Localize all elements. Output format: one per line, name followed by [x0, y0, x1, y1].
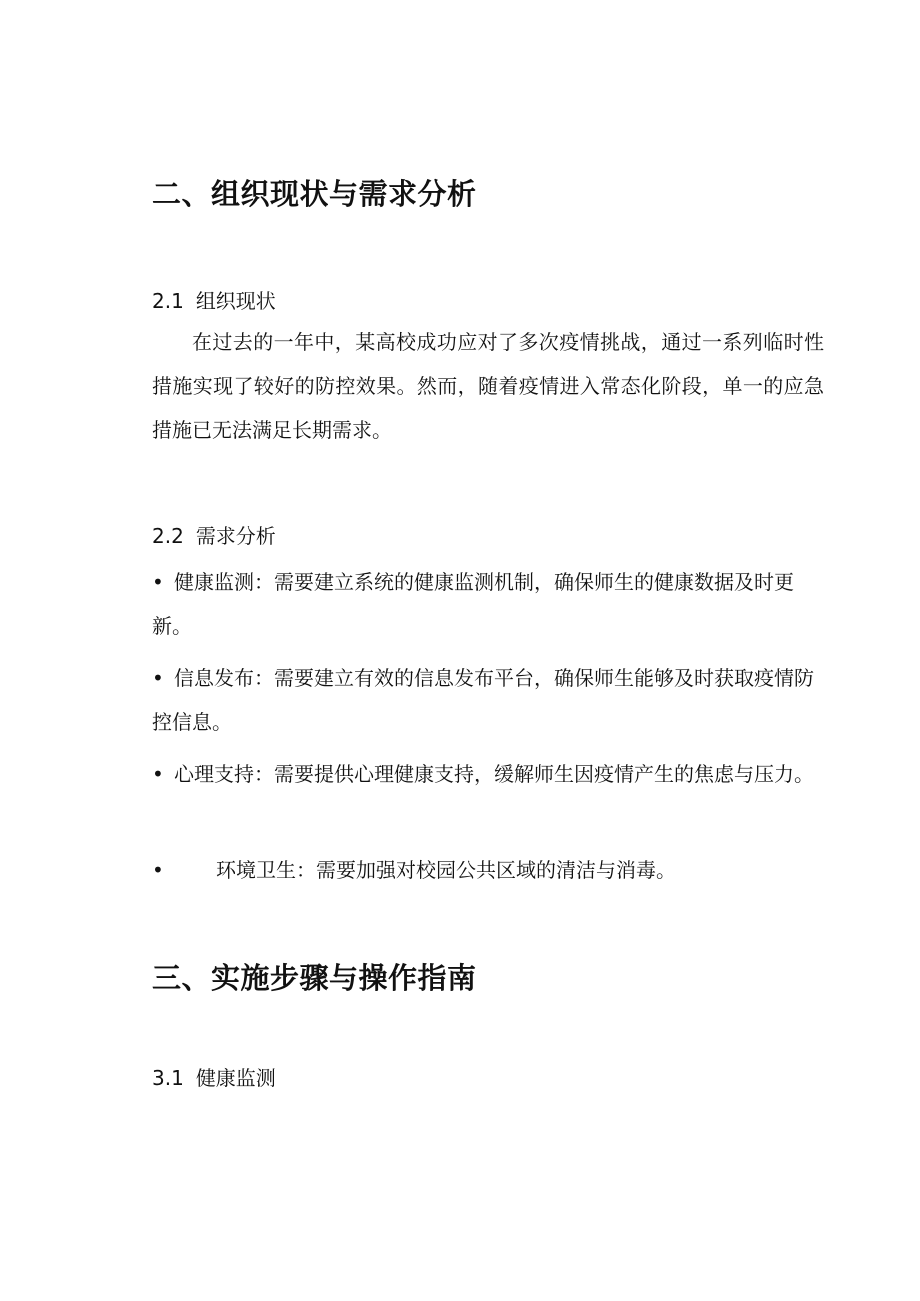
list-item-text: 健康监测：需要建立系统的健康监测机制，确保师生的健康数据及时更新。 — [152, 570, 794, 638]
subsection-number: 2.1 — [152, 289, 184, 313]
list-item — [152, 752, 824, 796]
subsection-number: 2.2 — [152, 524, 184, 548]
subsection-heading-3-1 — [152, 1062, 276, 1091]
list-item — [152, 560, 824, 648]
list-item-text: 环境卫生：需要加强对校园公共区域的清洁与消毒。 — [216, 858, 676, 882]
subsection-heading-2-1 — [152, 285, 276, 314]
subsection-title: 组织现状 — [195, 289, 276, 313]
paragraph-organization-status: 在过去的一年中，某高校成功应对了多次疫情挑战，通过一系列临时性措施实现了较好的防控效果。然而，随着疫情进入常态化阶段，单一的应急措施已无法满足长期需求。 — [152, 330, 824, 442]
section-heading-3: 三、实施步骤与操作指南 — [152, 961, 477, 995]
bullet-icon: • — [152, 858, 164, 882]
list-item — [152, 848, 824, 892]
subsection-title: 健康监测 — [195, 1066, 276, 1090]
bullet-icon: • — [152, 570, 164, 594]
bullet-icon: • — [152, 762, 164, 786]
subsection-number: 3.1 — [152, 1066, 184, 1090]
subsection-heading-2-2 — [152, 520, 276, 549]
bullet-icon: • — [152, 666, 164, 690]
subsection-title: 需求分析 — [195, 524, 276, 548]
list-item — [152, 656, 824, 744]
list-item-text: 心理支持：需要提供心理健康支持，缓解师生因疫情产生的焦虑与压力。 — [174, 762, 814, 786]
list-item-text: 信息发布：需要建立有效的信息发布平台，确保师生能够及时获取疫情防控信息。 — [152, 666, 814, 734]
section-heading-2: 二、组织现状与需求分析 — [152, 177, 477, 211]
